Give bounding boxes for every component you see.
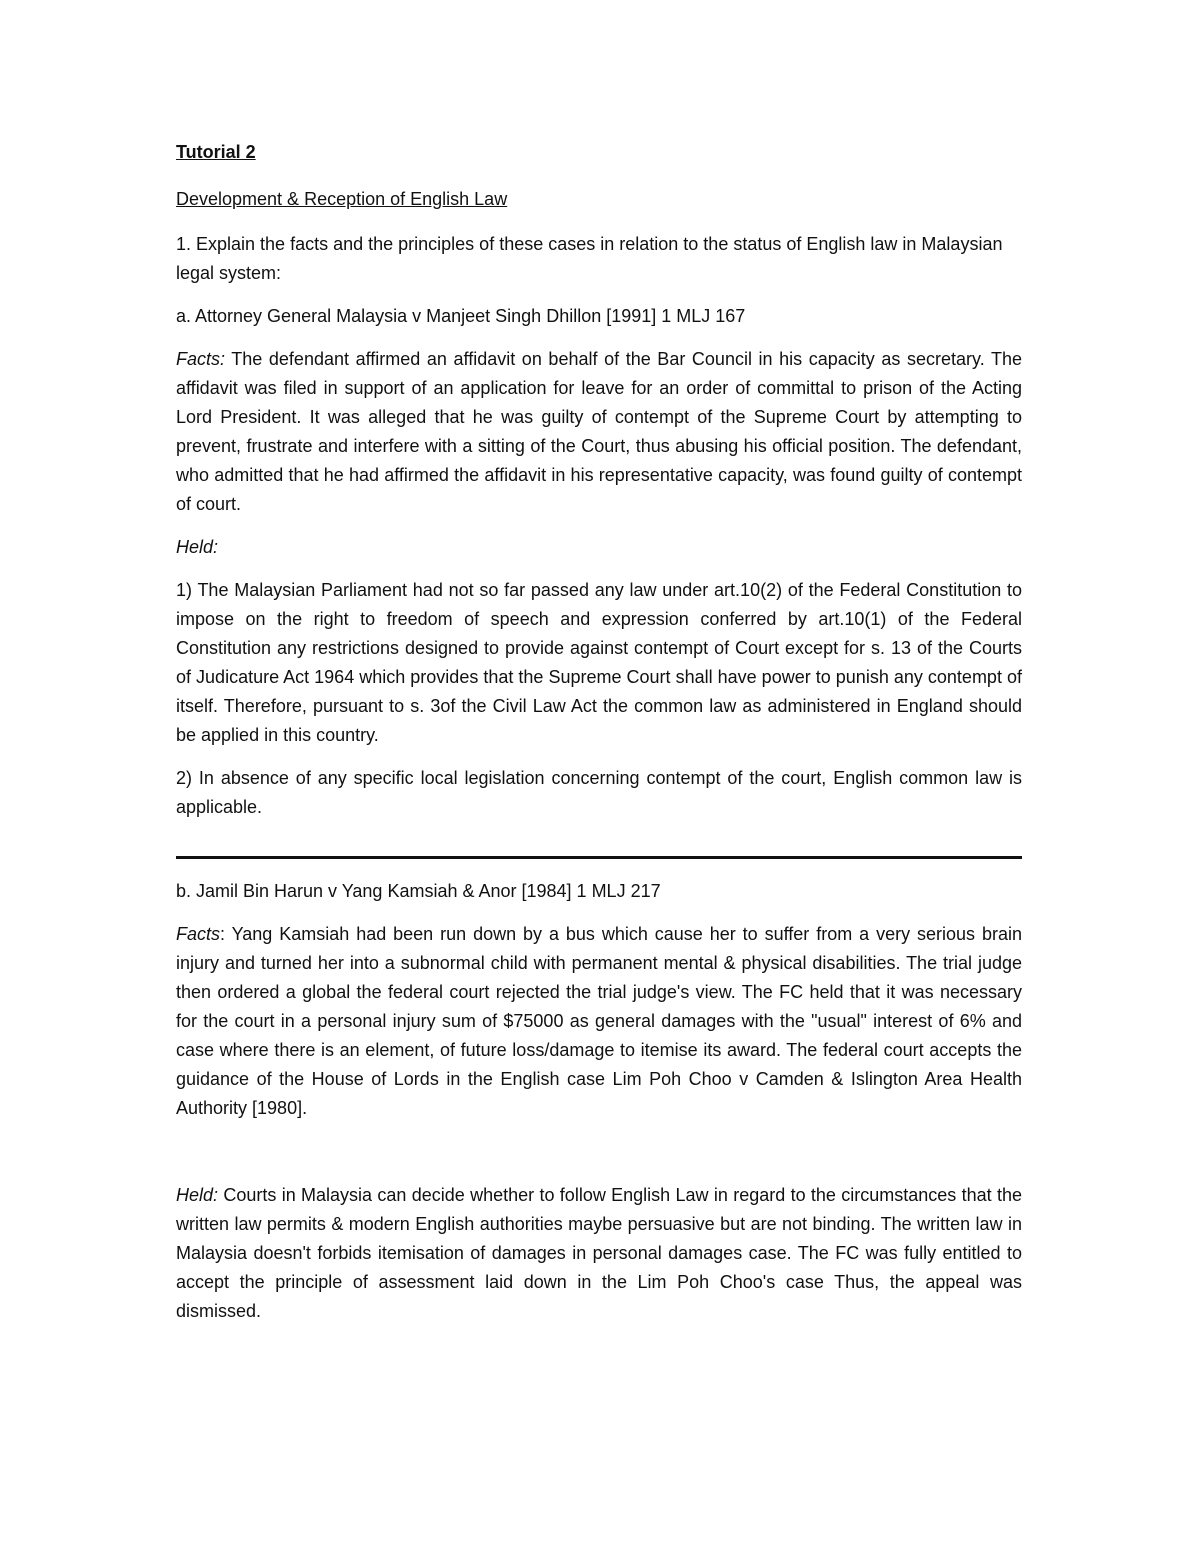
case-b-facts-text: : Yang Kamsiah had been run down by a bus which cause her to suffer from a very serious brain injury and turned her into a subnormal child with permanent mental & physical disabilities. The trial judge then ordered a global the federal court rejected the trial judge's view. The FC held that it was necessary for the court in a personal injury sum of $75000 as general damages with the "usual" interest of 6% and case where there is an element, of future loss/damage to itemise its award. The federal court accepts the guidance of the House of Lords in the English case Lim Poh Choo v Camden & Islington Area Health Authority [1980]. (176, 924, 1022, 1118)
case-a-facts-text: The defendant affirmed an affidavit on behalf of the Bar Council in his capacity as secretary. The affidavit was filed in support of an application for leave for an order of committal to prison of the Acting Lord President. It was alleged that he was guilty of contempt of the Supreme Court by attempting to prevent, frustrate and interfere with a sitting of the Court, thus abusing his official position. The defendant, who admitted that he had affirmed the affidavit in his representative capacity, was found guilty of contempt of court. (176, 349, 1022, 514)
section-divider (176, 856, 1022, 859)
question-text: 1. Explain the facts and the principles of these cases in relation to the status of English law in Malaysian legal system: (176, 234, 1003, 283)
case-b-held (176, 1181, 1022, 1326)
case-b-facts (176, 920, 1022, 1123)
case-a-facts-label: Facts: (176, 349, 226, 369)
blank-space (176, 1137, 1022, 1181)
case-b-heading: b. Jamil Bin Harun v Yang Kamsiah & Anor [1984] 1 MLJ 217 (176, 881, 661, 901)
case-a-held-label: Held: (176, 537, 219, 557)
page-subtitle: Development & Reception of English Law (176, 189, 508, 209)
case-b-facts-label: Facts (176, 924, 221, 944)
case-a-held-point-1: 1) The Malaysian Parliament had not so far passed any law under art.10(2) of the Federal Constitution to impose on the right to freedom of speech and expression conferred by art.10(1) of the Federal Constitution any restrictions designed to provide against contempt of Court except for s. 13 of the Courts of Judicature Act 1964 which provides that the Supreme Court shall have power to punish any contempt of itself. Therefore, pursuant to s. 3of the Civil Law Act the common law as administered in England should be applied in this country. (176, 580, 1022, 745)
case-b-held-text: Courts in Malaysia can decide whether to follow English Law in regard to the circumstances that the written law permits & modern English authorities maybe persuasive but are not binding. The written law in Malaysia doesn't forbids itemisation of damages in personal damages case. The FC was fully entitled to accept the principle of assessment laid down in the Lim Poh Choo's case Thus, the appeal was dismissed. (176, 1185, 1022, 1321)
case-a-facts (176, 345, 1022, 519)
case-a-heading: a. Attorney General Malaysia v Manjeet Singh Dhillon [1991] 1 MLJ 167 (176, 306, 746, 326)
case-b-held-label: Held: (176, 1185, 219, 1205)
document-page (176, 138, 1022, 1340)
case-a-held-point-2: 2) In absence of any specific local legislation concerning contempt of the court, English common law is applicable. (176, 768, 1022, 817)
page-title: Tutorial 2 (176, 142, 256, 162)
